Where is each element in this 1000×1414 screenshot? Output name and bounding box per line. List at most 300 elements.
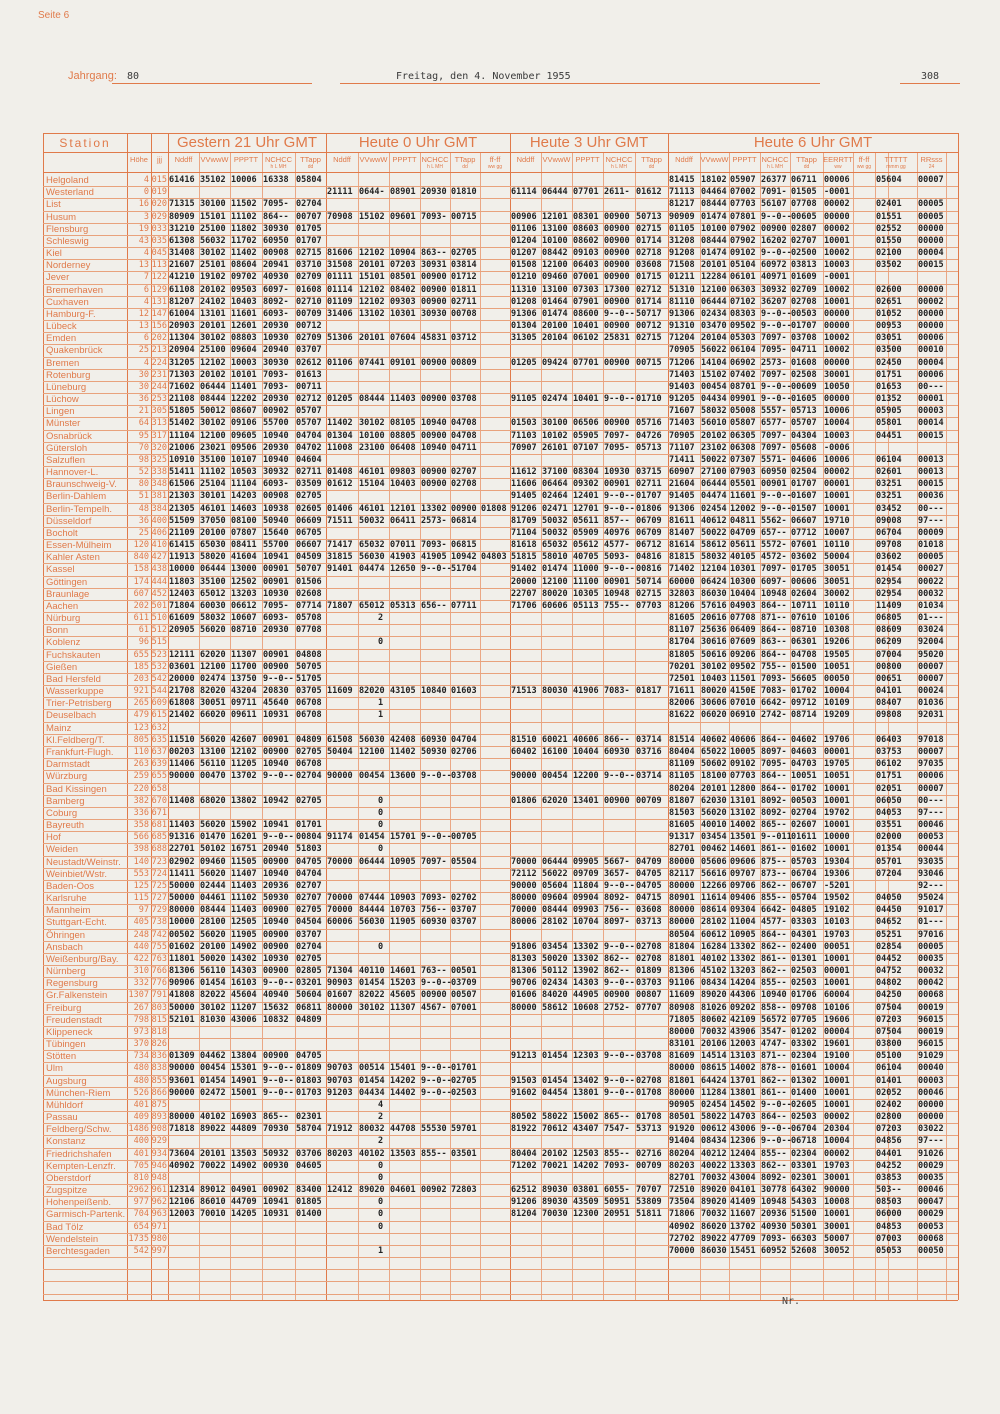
- obs-cell: 14002: [730, 1063, 756, 1073]
- obs-cell: 08434: [701, 1136, 727, 1146]
- obs-cell: 04705: [296, 1051, 322, 1061]
- obs-cell: 50714: [636, 577, 662, 587]
- obs-cell: 04461: [200, 893, 226, 903]
- station-id: 523: [151, 650, 167, 660]
- obs-cell: 756--: [604, 905, 630, 915]
- obs-cell: 00000: [918, 309, 944, 319]
- obs-cell: 97---: [918, 516, 944, 526]
- obs-cell: 81407: [669, 528, 695, 538]
- obs-cell: 16284: [701, 942, 727, 952]
- obs-cell: 12100: [542, 260, 568, 270]
- obs-cell: 00013: [918, 455, 944, 465]
- obs-cell: 20830: [263, 686, 289, 696]
- obs-cell: 04605: [296, 1161, 322, 1171]
- obs-cell: 00006: [824, 175, 850, 185]
- obs-cell: 50604: [296, 990, 322, 1000]
- station-name: List: [46, 199, 61, 210]
- obs-cell: 30932: [263, 467, 289, 477]
- obs-cell: 06718: [791, 1136, 817, 1146]
- obs-cell: 19703: [824, 930, 850, 940]
- obs-cell: 10905: [390, 857, 416, 867]
- obs-cell: 00900: [263, 905, 289, 915]
- obs-cell: 03715: [636, 467, 662, 477]
- obs-cell: 07903: [730, 467, 756, 477]
- obs-cell: 37050: [200, 516, 226, 526]
- obs-cell: 02711: [296, 467, 322, 477]
- obs-cell: 02707: [791, 236, 817, 246]
- obs-cell: 20304: [824, 1124, 850, 1134]
- obs-cell: 80006: [511, 917, 537, 927]
- obs-cell: 01210: [511, 272, 537, 282]
- obs-cell: 70905: [669, 431, 695, 441]
- obs-cell: 73604: [169, 1149, 195, 1159]
- obs-cell: 7095-: [263, 601, 289, 611]
- subheader-eerrtt: EERRTT: [823, 155, 853, 164]
- obs-cell: 83101: [669, 1039, 695, 1049]
- obs-cell: 60972: [761, 260, 787, 270]
- obs-cell: 657--: [761, 528, 787, 538]
- station-name: Weißenburg/Bay.: [46, 954, 119, 965]
- obs-cell: 08444: [701, 199, 727, 209]
- subheader-ppptt: PPPTT: [732, 155, 757, 164]
- obs-cell: 00000: [918, 321, 944, 331]
- obs-cell: 04606: [791, 455, 817, 465]
- obs-cell: 07902: [730, 236, 756, 246]
- obs-cell: 04709: [636, 857, 662, 867]
- obs-cell: 13702: [730, 1222, 756, 1232]
- obs-cell: 06444: [701, 479, 727, 489]
- obs-cell: 00019: [918, 1027, 944, 1037]
- obs-cell: 03714: [636, 771, 662, 781]
- obs-cell: 45640: [263, 698, 289, 708]
- obs-cell: 01714: [636, 297, 662, 307]
- obs-cell: 82006: [669, 698, 695, 708]
- obs-cell: 80000: [327, 1003, 353, 1013]
- obs-cell: 2: [378, 1136, 384, 1146]
- obs-cell: 01503: [511, 418, 537, 428]
- station-id: 685: [151, 832, 167, 842]
- obs-cell: 00001: [824, 966, 850, 976]
- station-id: 803: [151, 1003, 167, 1013]
- obs-cell: 01707: [791, 321, 817, 331]
- obs-cell: 03470: [701, 321, 727, 331]
- obs-cell: 14203: [231, 491, 257, 501]
- obs-cell: 00900: [604, 212, 630, 222]
- obs-cell: 01---: [918, 917, 944, 927]
- obs-cell: 00050: [918, 1246, 944, 1256]
- obs-cell: 12102: [359, 285, 385, 295]
- obs-cell: 06811: [296, 1003, 322, 1013]
- obs-cell: 9--0--: [761, 248, 792, 258]
- obs-cell: 81109: [669, 759, 695, 769]
- obs-cell: 10948: [604, 589, 630, 599]
- obs-cell: 00900: [263, 930, 289, 940]
- obs-cell: 08701: [730, 382, 756, 392]
- obs-cell: 20101: [200, 321, 226, 331]
- obs-cell: 03452: [876, 504, 902, 514]
- station-height: 115: [133, 893, 149, 903]
- obs-cell: 62020: [542, 796, 568, 806]
- obs-cell: 01106: [327, 358, 353, 368]
- obs-cell: 03800: [876, 1039, 902, 1049]
- obs-cell: 30001: [824, 1222, 850, 1232]
- obs-cell: 00900: [451, 504, 477, 514]
- obs-cell: 04816: [636, 552, 662, 562]
- obs-cell: 51803: [296, 844, 322, 854]
- obs-cell: 06607: [296, 540, 322, 550]
- subheader-hohe: Höhe: [130, 155, 148, 164]
- station-height: 203: [133, 674, 149, 684]
- obs-cell: 09611: [231, 710, 257, 720]
- obs-cell: 862--: [761, 1076, 787, 1086]
- obs-cell: 10051: [791, 771, 817, 781]
- obs-cell: 12701: [573, 504, 599, 514]
- obs-cell: 02707: [296, 893, 322, 903]
- obs-cell: 06020: [701, 710, 727, 720]
- obs-cell: 07402: [730, 370, 756, 380]
- station-height: 805: [133, 735, 149, 745]
- obs-cell: 56020: [200, 930, 226, 940]
- obs-cell: 10940: [263, 917, 289, 927]
- obs-cell: 50717: [636, 309, 662, 319]
- subheader-ff: ff-ff: [489, 155, 501, 164]
- obs-cell: 44809: [231, 1124, 257, 1134]
- obs-cell: 12266: [701, 881, 727, 891]
- obs-cell: 7547-: [604, 1124, 630, 1134]
- obs-cell: 3547-: [761, 1027, 787, 1037]
- obs-cell: 02708: [451, 479, 477, 489]
- obs-cell: 9--0--: [604, 771, 635, 781]
- obs-cell: 11000: [573, 564, 599, 574]
- obs-cell: 09601: [390, 212, 416, 222]
- obs-cell: 13101: [730, 796, 756, 806]
- obs-cell: -0001: [824, 272, 850, 282]
- obs-cell: 12601: [231, 321, 257, 331]
- obs-cell: 14202: [573, 1161, 599, 1171]
- obs-cell: 91206: [511, 1197, 537, 1207]
- obs-cell: 70201: [669, 662, 695, 672]
- obs-cell: 06506: [573, 418, 599, 428]
- obs-cell: 89022: [701, 1234, 727, 1244]
- obs-cell: 15701: [390, 832, 416, 842]
- station-height: 655: [133, 650, 149, 660]
- obs-cell: 53713: [636, 1124, 662, 1134]
- obs-cell: 70032: [701, 1173, 727, 1183]
- obs-cell: 10942: [263, 796, 289, 806]
- obs-cell: 04708: [791, 650, 817, 660]
- obs-cell: 9--0--: [263, 1076, 294, 1086]
- obs-cell: 53809: [636, 1197, 662, 1207]
- obs-cell: 00002: [824, 199, 850, 209]
- obs-cell: 02705: [296, 905, 322, 915]
- station-height: 2962: [128, 1185, 149, 1195]
- obs-cell: 40902: [669, 1222, 695, 1232]
- obs-cell: 9--0--: [761, 1100, 792, 1110]
- obs-cell: 15002: [573, 1112, 599, 1122]
- station-name: Trier-Petrisberg: [46, 698, 112, 709]
- obs-cell: 13402: [573, 1076, 599, 1086]
- obs-cell: 03302: [791, 1039, 817, 1049]
- obs-cell: 00002: [918, 297, 944, 307]
- station-name: München-Riem: [46, 1088, 111, 1099]
- station-id: 147: [151, 309, 167, 319]
- obs-cell: 41903: [390, 552, 416, 562]
- obs-cell: 11207: [231, 1003, 257, 1013]
- station-height: 566: [133, 832, 149, 842]
- obs-cell: 11501: [730, 674, 756, 684]
- station-name: Stuttgart-Echt.: [46, 917, 107, 928]
- obs-cell: 11104: [169, 431, 195, 441]
- obs-cell: 03022: [918, 1124, 944, 1134]
- obs-cell: 02503: [791, 1112, 817, 1122]
- obs-cell: 10004: [824, 1063, 850, 1073]
- obs-cell: 16338: [263, 175, 289, 185]
- station-height: 921: [133, 686, 149, 696]
- obs-cell: 80203: [669, 1161, 695, 1171]
- obs-cell: -0001: [824, 187, 850, 197]
- station-name: Kiel: [46, 248, 62, 259]
- obs-cell: 55700: [263, 540, 289, 550]
- obs-cell: 10607: [231, 613, 257, 623]
- obs-cell: 08444: [200, 905, 226, 915]
- obs-cell: 00013: [918, 467, 944, 477]
- obs-cell: 00007: [918, 747, 944, 757]
- obs-cell: 58022: [701, 1112, 727, 1122]
- obs-cell: 71403: [669, 370, 695, 380]
- station-height: 248: [133, 930, 149, 940]
- obs-cell: 07711: [451, 601, 477, 611]
- obs-cell: 01207: [511, 248, 537, 258]
- obs-cell: 01612: [327, 479, 353, 489]
- station-height: 480: [133, 1076, 149, 1086]
- obs-cell: 13501: [730, 832, 756, 842]
- station-name: Westerland: [46, 187, 94, 198]
- obs-cell: 90000: [169, 1063, 195, 1073]
- obs-cell: 08710: [231, 625, 257, 635]
- obs-cell: 01702: [791, 686, 817, 696]
- obs-cell: 50032: [542, 516, 568, 526]
- station-height: 705: [133, 1161, 149, 1171]
- obs-cell: 04474: [701, 491, 727, 501]
- obs-cell: 93601: [169, 1076, 195, 1086]
- station-id: 452: [151, 589, 167, 599]
- obs-cell: 59701: [451, 1124, 477, 1134]
- obs-cell: 07807: [231, 528, 257, 538]
- obs-cell: 11102: [231, 893, 257, 903]
- obs-cell: 03454: [701, 832, 727, 842]
- obs-cell: 40602: [701, 735, 727, 745]
- obs-cell: 1: [378, 1246, 384, 1256]
- obs-cell: 19102: [200, 272, 226, 282]
- station-id: 615: [151, 710, 167, 720]
- obs-cell: 9--0--: [761, 382, 792, 392]
- obs-cell: 4747-: [761, 1039, 787, 1049]
- obs-cell: 19705: [824, 759, 850, 769]
- obs-cell: 30778: [761, 1185, 787, 1195]
- obs-cell: 6097-: [263, 285, 289, 295]
- obs-cell: 00053: [918, 1222, 944, 1232]
- row-line: [43, 1135, 958, 1136]
- obs-cell: 10001: [824, 954, 850, 964]
- obs-cell: 13701: [730, 1076, 756, 1086]
- obs-cell: 56030: [359, 917, 385, 927]
- obs-cell: 82701: [669, 1173, 695, 1183]
- obs-cell: 00715: [451, 212, 477, 222]
- obs-cell: 95020: [918, 650, 944, 660]
- obs-cell: 10008: [824, 1197, 850, 1207]
- station-name: Münster: [46, 418, 81, 429]
- station-height: 95: [138, 431, 149, 441]
- obs-cell: 00507: [451, 990, 477, 1000]
- obs-cell: 42109: [730, 1015, 756, 1025]
- station-name: Bad Kissingen: [46, 784, 107, 795]
- station-height: 98: [138, 455, 149, 465]
- station-name: Passau: [46, 1112, 78, 1123]
- obs-cell: 46101: [359, 467, 385, 477]
- obs-cell: 00005: [918, 199, 944, 209]
- obs-cell: 20102: [200, 285, 226, 295]
- obs-cell: 71511: [327, 516, 353, 526]
- subheader-unit-ff: ww gg: [856, 164, 872, 170]
- obs-cell: 9--0--: [421, 564, 452, 574]
- obs-cell: 31406: [327, 309, 353, 319]
- obs-cell: 01612: [636, 187, 662, 197]
- obs-cell: 00800: [876, 662, 902, 672]
- obs-cell: 02552: [876, 224, 902, 234]
- obs-cell: 10102: [542, 431, 568, 441]
- obs-cell: 02708: [791, 297, 817, 307]
- obs-cell: 10711: [791, 601, 817, 611]
- obs-cell: 56107: [761, 199, 787, 209]
- obs-cell: 05704: [791, 893, 817, 903]
- obs-cell: 10305: [573, 589, 599, 599]
- station-height: 1735: [128, 1234, 149, 1244]
- obs-cell: 6093-: [263, 479, 289, 489]
- obs-cell: 58022: [542, 1112, 568, 1122]
- obs-cell: 56616: [701, 869, 727, 879]
- station-id: 838: [151, 1063, 167, 1073]
- obs-cell: 80000: [669, 1027, 695, 1037]
- obs-cell: 03801: [573, 1185, 599, 1195]
- obs-cell: 81217: [669, 199, 695, 209]
- obs-cell: 01710: [636, 394, 662, 404]
- obs-cell: 56022: [542, 869, 568, 879]
- obs-cell: 43906: [730, 1027, 756, 1037]
- obs-cell: 00707: [296, 212, 322, 222]
- obs-cell: 01706: [791, 990, 817, 1000]
- obs-cell: 40102: [359, 1149, 385, 1159]
- subheader-unit-nchcc: h L MH: [270, 164, 287, 170]
- obs-cell: 81614: [669, 540, 695, 550]
- obs-cell: 10001: [824, 784, 850, 794]
- obs-cell: 08710: [791, 625, 817, 635]
- obs-cell: 86030: [701, 589, 727, 599]
- obs-cell: 11403: [231, 881, 257, 891]
- obs-cell: 03713: [636, 917, 662, 927]
- obs-cell: 01551: [876, 212, 902, 222]
- obs-cell: 81609: [669, 1051, 695, 1061]
- obs-cell: 20100: [542, 321, 568, 331]
- obs-cell: 86010: [200, 1197, 226, 1207]
- obs-cell: 50951: [604, 1197, 630, 1207]
- obs-cell: 00014: [918, 418, 944, 428]
- obs-cell: 05008: [730, 406, 756, 416]
- obs-cell: 05604: [876, 175, 902, 185]
- obs-cell: 23021: [200, 443, 226, 453]
- obs-cell: 12101: [390, 504, 416, 514]
- obs-cell: 04901: [231, 1185, 257, 1195]
- obs-cell: 01607: [327, 990, 353, 1000]
- obs-cell: 28102: [542, 917, 568, 927]
- station-name: Hannover-L.: [46, 467, 99, 478]
- obs-cell: 81804: [669, 942, 695, 952]
- obs-cell: 04752: [876, 966, 902, 976]
- obs-cell: 00040: [918, 1063, 944, 1073]
- obs-cell: 91306: [669, 309, 695, 319]
- obs-cell: 91316: [169, 832, 195, 842]
- obs-cell: 855--: [761, 1149, 787, 1159]
- obs-cell: 00908: [263, 248, 289, 258]
- obs-cell: 09502: [730, 321, 756, 331]
- station-name: Feldberg/Schw.: [46, 1124, 112, 1135]
- obs-cell: 30001: [824, 1173, 850, 1183]
- obs-cell: 90000: [824, 1185, 850, 1195]
- station-id: 948: [151, 1173, 167, 1183]
- station-name: Freiburg: [46, 1003, 82, 1014]
- station-id: 113: [151, 260, 167, 270]
- obs-cell: 04434: [359, 1088, 385, 1098]
- obs-cell: 00002: [824, 1112, 850, 1122]
- obs-cell: 00005: [918, 552, 944, 562]
- obs-cell: 46101: [359, 504, 385, 514]
- obs-cell: 08603: [573, 224, 599, 234]
- station-id: 542: [151, 674, 167, 684]
- obs-cell: 9--0--: [761, 504, 792, 514]
- obs-cell: 01352: [876, 394, 902, 404]
- station-height: 125: [133, 881, 149, 891]
- obs-cell: 65012: [359, 601, 385, 611]
- obs-cell: 01507: [791, 504, 817, 514]
- obs-cell: 02401: [876, 199, 902, 209]
- column-divider: [958, 133, 959, 1300]
- subheader-unit-ttapp: dd: [462, 164, 468, 170]
- station-id: 962: [151, 1197, 167, 1207]
- obs-cell: 65032: [542, 540, 568, 550]
- obs-cell: 12003: [730, 1039, 756, 1049]
- obs-cell: 03707: [296, 345, 322, 355]
- obs-cell: 05113: [573, 601, 599, 611]
- obs-cell: 00050: [824, 674, 850, 684]
- obs-cell: 81622: [669, 710, 695, 720]
- obs-cell: 01406: [327, 504, 353, 514]
- obs-cell: 02715: [296, 248, 322, 258]
- obs-cell: 00007: [918, 674, 944, 684]
- obs-cell: 07701: [573, 358, 599, 368]
- obs-cell: 02807: [791, 224, 817, 234]
- obs-cell: 10948: [761, 1197, 787, 1207]
- obs-cell: 81807: [669, 796, 695, 806]
- obs-cell: 10100: [701, 224, 727, 234]
- obs-cell: 04504: [296, 917, 322, 927]
- obs-cell: 10006: [824, 406, 850, 416]
- obs-cell: 09711: [231, 698, 257, 708]
- station-height: 13: [138, 321, 149, 331]
- obs-cell: 7091-: [761, 187, 787, 197]
- obs-cell: 00901: [263, 577, 289, 587]
- station-id: 427: [151, 552, 167, 562]
- obs-cell: 81815: [669, 552, 695, 562]
- obs-cell: 40010: [701, 820, 727, 830]
